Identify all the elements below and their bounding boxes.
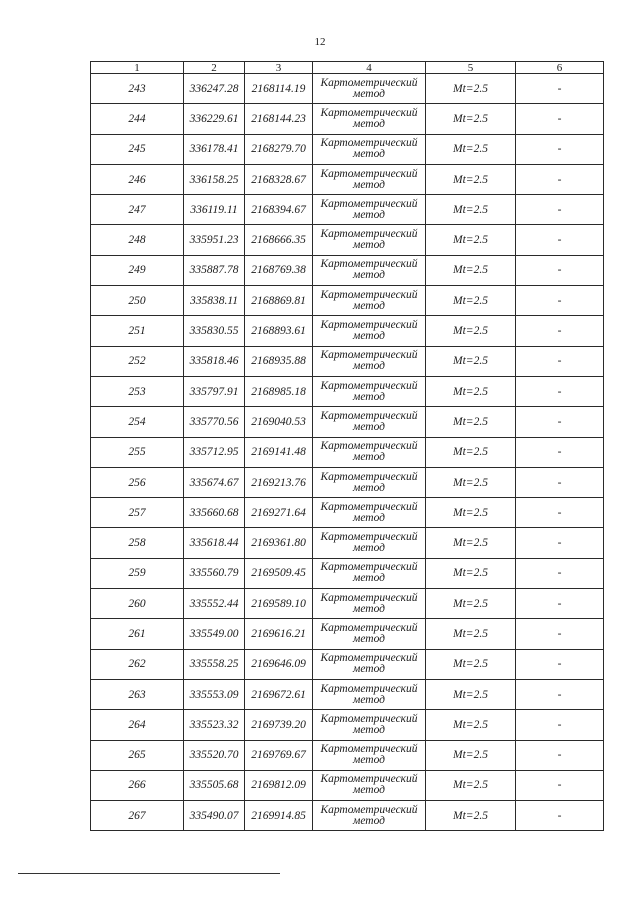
note-cell: - bbox=[516, 134, 604, 164]
point-number-cell: 247 bbox=[91, 195, 184, 225]
note-cell: - bbox=[516, 74, 604, 104]
point-number-cell: 260 bbox=[91, 589, 184, 619]
accuracy-cell: Mt=2.5 bbox=[426, 104, 516, 134]
y-coordinate-cell: 2168869.81 bbox=[245, 286, 313, 316]
x-coordinate-cell: 335712.95 bbox=[184, 437, 245, 467]
method-cell: Картометрический метод bbox=[313, 225, 426, 255]
y-coordinate-cell: 2169672.61 bbox=[245, 679, 313, 709]
table-row bbox=[91, 528, 604, 558]
table-row bbox=[91, 346, 604, 376]
x-coordinate-cell: 336178.41 bbox=[184, 134, 245, 164]
table-row bbox=[91, 740, 604, 770]
table-row bbox=[91, 437, 604, 467]
point-number-cell: 263 bbox=[91, 679, 184, 709]
accuracy-cell: Mt=2.5 bbox=[426, 225, 516, 255]
x-coordinate-cell: 335818.46 bbox=[184, 346, 245, 376]
point-number-cell: 264 bbox=[91, 710, 184, 740]
table-row bbox=[91, 104, 604, 134]
x-coordinate-cell: 335887.78 bbox=[184, 255, 245, 285]
x-coordinate-cell: 336158.25 bbox=[184, 164, 245, 194]
x-coordinate-cell: 336119.11 bbox=[184, 195, 245, 225]
method-cell: Картометрический метод bbox=[313, 619, 426, 649]
accuracy-cell: Mt=2.5 bbox=[426, 679, 516, 709]
point-number-cell: 243 bbox=[91, 74, 184, 104]
note-cell: - bbox=[516, 528, 604, 558]
method-cell: Картометрический метод bbox=[313, 104, 426, 134]
x-coordinate-cell: 335830.55 bbox=[184, 316, 245, 346]
table-row bbox=[91, 134, 604, 164]
note-cell: - bbox=[516, 104, 604, 134]
x-coordinate-cell: 335558.25 bbox=[184, 649, 245, 679]
x-coordinate-cell: 335838.11 bbox=[184, 286, 245, 316]
table-header bbox=[91, 62, 604, 74]
y-coordinate-cell: 2168279.70 bbox=[245, 134, 313, 164]
method-cell: Картометрический метод bbox=[313, 255, 426, 285]
note-cell: - bbox=[516, 255, 604, 285]
y-coordinate-cell: 2168114.19 bbox=[245, 74, 313, 104]
table-row bbox=[91, 376, 604, 406]
point-number-cell: 251 bbox=[91, 316, 184, 346]
method-cell: Картометрический метод bbox=[313, 770, 426, 800]
x-coordinate-cell: 335523.32 bbox=[184, 710, 245, 740]
note-cell: - bbox=[516, 407, 604, 437]
note-cell: - bbox=[516, 437, 604, 467]
table-row bbox=[91, 74, 604, 104]
y-coordinate-cell: 2168144.23 bbox=[245, 104, 313, 134]
accuracy-cell: Mt=2.5 bbox=[426, 740, 516, 770]
table-row bbox=[91, 801, 604, 831]
header-col-3: 3 bbox=[245, 62, 313, 74]
page-number: 12 bbox=[314, 36, 326, 48]
method-cell: Картометрический метод bbox=[313, 467, 426, 497]
point-number-cell: 262 bbox=[91, 649, 184, 679]
accuracy-cell: Mt=2.5 bbox=[426, 74, 516, 104]
method-cell: Картометрический метод bbox=[313, 589, 426, 619]
y-coordinate-cell: 2169646.09 bbox=[245, 649, 313, 679]
header-col-1: 1 bbox=[91, 62, 184, 74]
accuracy-cell: Mt=2.5 bbox=[426, 710, 516, 740]
point-number-cell: 244 bbox=[91, 104, 184, 134]
y-coordinate-cell: 2168328.67 bbox=[245, 164, 313, 194]
point-number-cell: 256 bbox=[91, 467, 184, 497]
point-number-cell: 265 bbox=[91, 740, 184, 770]
point-number-cell: 248 bbox=[91, 225, 184, 255]
note-cell: - bbox=[516, 286, 604, 316]
table-row bbox=[91, 619, 604, 649]
x-coordinate-cell: 335560.79 bbox=[184, 558, 245, 588]
note-cell: - bbox=[516, 649, 604, 679]
header-col-6: 6 bbox=[516, 62, 604, 74]
method-cell: Картометрический метод bbox=[313, 437, 426, 467]
note-cell: - bbox=[516, 710, 604, 740]
y-coordinate-cell: 2168935.88 bbox=[245, 346, 313, 376]
note-cell: - bbox=[516, 225, 604, 255]
method-cell: Картометрический метод bbox=[313, 74, 426, 104]
table-row bbox=[91, 407, 604, 437]
table-row bbox=[91, 770, 604, 800]
point-number-cell: 253 bbox=[91, 376, 184, 406]
method-cell: Картометрический метод bbox=[313, 801, 426, 831]
y-coordinate-cell: 2169509.45 bbox=[245, 558, 313, 588]
point-number-cell: 255 bbox=[91, 437, 184, 467]
accuracy-cell: Mt=2.5 bbox=[426, 164, 516, 194]
note-cell: - bbox=[516, 558, 604, 588]
accuracy-cell: Mt=2.5 bbox=[426, 407, 516, 437]
header-col-4: 4 bbox=[313, 62, 426, 74]
method-cell: Картометрический метод bbox=[313, 346, 426, 376]
table-row bbox=[91, 225, 604, 255]
note-cell: - bbox=[516, 346, 604, 376]
point-number-cell: 267 bbox=[91, 801, 184, 831]
note-cell: - bbox=[516, 770, 604, 800]
note-cell: - bbox=[516, 801, 604, 831]
y-coordinate-cell: 2169271.64 bbox=[245, 498, 313, 528]
accuracy-cell: Mt=2.5 bbox=[426, 437, 516, 467]
table-row bbox=[91, 589, 604, 619]
point-number-cell: 266 bbox=[91, 770, 184, 800]
method-cell: Картометрический метод bbox=[313, 679, 426, 709]
point-number-cell: 245 bbox=[91, 134, 184, 164]
table-row bbox=[91, 679, 604, 709]
table-row bbox=[91, 710, 604, 740]
method-cell: Картометрический метод bbox=[313, 710, 426, 740]
x-coordinate-cell: 335490.07 bbox=[184, 801, 245, 831]
y-coordinate-cell: 2169361.80 bbox=[245, 528, 313, 558]
accuracy-cell: Mt=2.5 bbox=[426, 558, 516, 588]
point-number-cell: 246 bbox=[91, 164, 184, 194]
note-cell: - bbox=[516, 467, 604, 497]
x-coordinate-cell: 335618.44 bbox=[184, 528, 245, 558]
coordinates-table bbox=[90, 61, 604, 831]
method-cell: Картометрический метод bbox=[313, 498, 426, 528]
accuracy-cell: Mt=2.5 bbox=[426, 619, 516, 649]
note-cell: - bbox=[516, 619, 604, 649]
point-number-cell: 257 bbox=[91, 498, 184, 528]
y-coordinate-cell: 2169589.10 bbox=[245, 589, 313, 619]
point-number-cell: 252 bbox=[91, 346, 184, 376]
header-col-2: 2 bbox=[184, 62, 245, 74]
accuracy-cell: Mt=2.5 bbox=[426, 376, 516, 406]
accuracy-cell: Mt=2.5 bbox=[426, 286, 516, 316]
method-cell: Картометрический метод bbox=[313, 528, 426, 558]
table-row bbox=[91, 286, 604, 316]
note-cell: - bbox=[516, 195, 604, 225]
accuracy-cell: Mt=2.5 bbox=[426, 134, 516, 164]
x-coordinate-cell: 335553.09 bbox=[184, 679, 245, 709]
x-coordinate-cell: 335520.70 bbox=[184, 740, 245, 770]
table-row bbox=[91, 316, 604, 346]
y-coordinate-cell: 2169616.21 bbox=[245, 619, 313, 649]
method-cell: Картометрический метод bbox=[313, 164, 426, 194]
y-coordinate-cell: 2168769.38 bbox=[245, 255, 313, 285]
point-number-cell: 250 bbox=[91, 286, 184, 316]
accuracy-cell: Mt=2.5 bbox=[426, 528, 516, 558]
accuracy-cell: Mt=2.5 bbox=[426, 801, 516, 831]
accuracy-cell: Mt=2.5 bbox=[426, 770, 516, 800]
x-coordinate-cell: 335552.44 bbox=[184, 589, 245, 619]
point-number-cell: 249 bbox=[91, 255, 184, 285]
x-coordinate-cell: 335660.68 bbox=[184, 498, 245, 528]
y-coordinate-cell: 2168394.67 bbox=[245, 195, 313, 225]
method-cell: Картометрический метод bbox=[313, 195, 426, 225]
accuracy-cell: Mt=2.5 bbox=[426, 467, 516, 497]
table-row bbox=[91, 467, 604, 497]
table-row bbox=[91, 498, 604, 528]
y-coordinate-cell: 2169040.53 bbox=[245, 407, 313, 437]
x-coordinate-cell: 335770.56 bbox=[184, 407, 245, 437]
point-number-cell: 254 bbox=[91, 407, 184, 437]
method-cell: Картометрический метод bbox=[313, 558, 426, 588]
y-coordinate-cell: 2168666.35 bbox=[245, 225, 313, 255]
x-coordinate-cell: 335951.23 bbox=[184, 225, 245, 255]
accuracy-cell: Mt=2.5 bbox=[426, 316, 516, 346]
table-row bbox=[91, 649, 604, 679]
method-cell: Картометрический метод bbox=[313, 649, 426, 679]
accuracy-cell: Mt=2.5 bbox=[426, 346, 516, 376]
table-row bbox=[91, 195, 604, 225]
header-row bbox=[91, 62, 604, 74]
table-row bbox=[91, 164, 604, 194]
accuracy-cell: Mt=2.5 bbox=[426, 498, 516, 528]
point-number-cell: 259 bbox=[91, 558, 184, 588]
note-cell: - bbox=[516, 376, 604, 406]
method-cell: Картометрический метод bbox=[313, 407, 426, 437]
y-coordinate-cell: 2168893.61 bbox=[245, 316, 313, 346]
note-cell: - bbox=[516, 679, 604, 709]
y-coordinate-cell: 2169739.20 bbox=[245, 710, 313, 740]
method-cell: Картометрический метод bbox=[313, 286, 426, 316]
y-coordinate-cell: 2169769.67 bbox=[245, 740, 313, 770]
table-row bbox=[91, 558, 604, 588]
x-coordinate-cell: 336247.28 bbox=[184, 74, 245, 104]
y-coordinate-cell: 2169213.76 bbox=[245, 467, 313, 497]
accuracy-cell: Mt=2.5 bbox=[426, 649, 516, 679]
y-coordinate-cell: 2169141.48 bbox=[245, 437, 313, 467]
accuracy-cell: Mt=2.5 bbox=[426, 195, 516, 225]
note-cell: - bbox=[516, 498, 604, 528]
method-cell: Картометрический метод bbox=[313, 316, 426, 346]
point-number-cell: 261 bbox=[91, 619, 184, 649]
accuracy-cell: Mt=2.5 bbox=[426, 589, 516, 619]
table-body bbox=[91, 74, 604, 831]
method-cell: Картометрический метод bbox=[313, 134, 426, 164]
accuracy-cell: Mt=2.5 bbox=[426, 255, 516, 285]
y-coordinate-cell: 2169914.85 bbox=[245, 801, 313, 831]
note-cell: - bbox=[516, 740, 604, 770]
point-number-cell: 258 bbox=[91, 528, 184, 558]
note-cell: - bbox=[516, 589, 604, 619]
header-col-5: 5 bbox=[426, 62, 516, 74]
note-cell: - bbox=[516, 316, 604, 346]
x-coordinate-cell: 335549.00 bbox=[184, 619, 245, 649]
method-cell: Картометрический метод bbox=[313, 740, 426, 770]
x-coordinate-cell: 335797.91 bbox=[184, 376, 245, 406]
x-coordinate-cell: 336229.61 bbox=[184, 104, 245, 134]
x-coordinate-cell: 335674.67 bbox=[184, 467, 245, 497]
y-coordinate-cell: 2168985.18 bbox=[245, 376, 313, 406]
table-row bbox=[91, 255, 604, 285]
method-cell: Картометрический метод bbox=[313, 376, 426, 406]
note-cell: - bbox=[516, 164, 604, 194]
y-coordinate-cell: 2169812.09 bbox=[245, 770, 313, 800]
x-coordinate-cell: 335505.68 bbox=[184, 770, 245, 800]
footnote-divider bbox=[18, 873, 280, 874]
